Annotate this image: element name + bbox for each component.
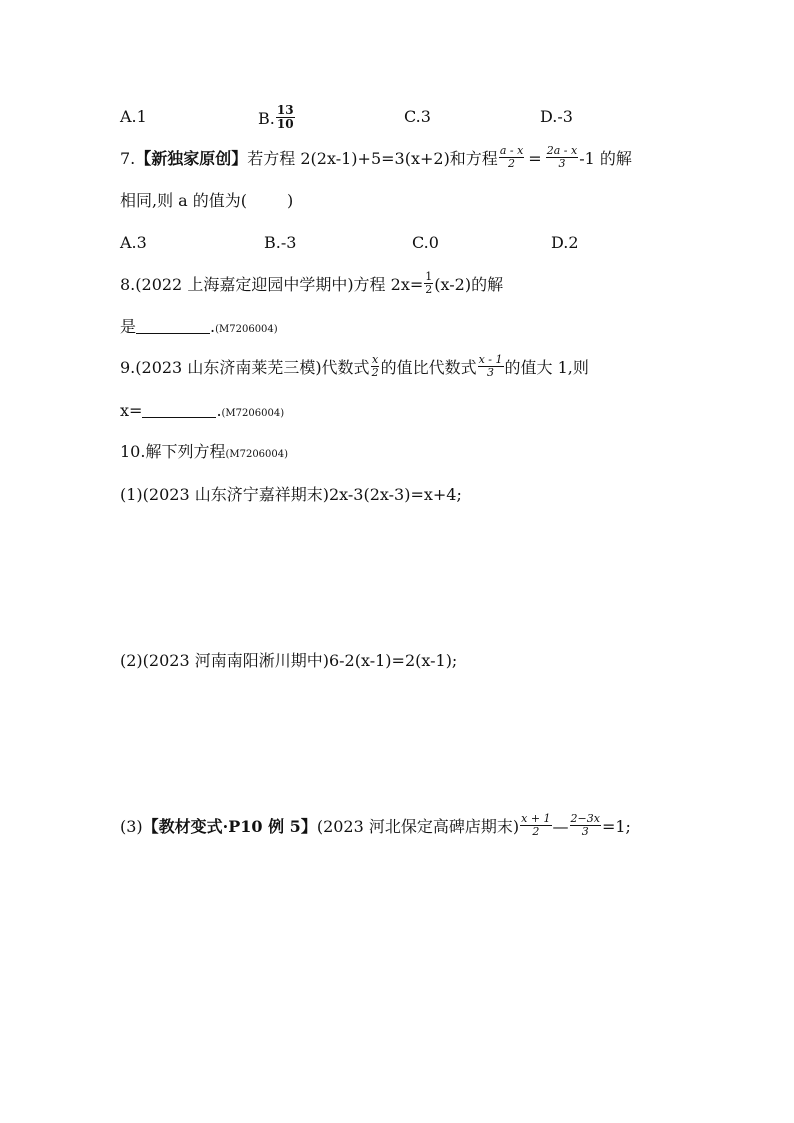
q6-option-a[interactable]: A.1 [120, 107, 147, 126]
q8-stem-line1 [120, 270, 504, 298]
q10-part-3 [120, 812, 631, 840]
q6-option-d[interactable]: D.-3 [540, 107, 573, 126]
q7-f2-denominator: 3 [558, 157, 566, 170]
q8-stem-line2 [120, 316, 278, 341]
q6-option-b-fraction [276, 104, 295, 131]
q7-f1-denominator: 2 [508, 157, 516, 170]
q9-f1-denominator: 2 [371, 366, 379, 379]
q8-answer-blank[interactable] [136, 319, 210, 334]
q7-stem-line2 [120, 190, 293, 212]
q9-f2-denominator: 3 [487, 366, 495, 379]
q7-f2-numerator: 2a - x [546, 144, 578, 157]
q7-option-c[interactable]: C.0 [412, 233, 439, 252]
q10-code: (M7206004) [225, 449, 289, 460]
q10-p3-fraction-2 [570, 813, 601, 838]
q9-text3: 的值大 1,则 [504, 358, 589, 377]
q10-f2-numerator: 2−3x [570, 812, 600, 825]
q10-p3-end: =1; [601, 817, 631, 836]
q7-line2-text: 相同,则 a 的值为( [120, 191, 248, 210]
q7-number: 7. [120, 149, 136, 168]
q9-f1-numerator: x [371, 353, 379, 366]
q10-title [120, 441, 288, 466]
q7-f1-numerator: a - x [499, 144, 524, 157]
q9-code: (M7206004) [221, 408, 285, 419]
q7-option-a[interactable]: A.3 [120, 233, 147, 252]
q6-b-numerator: 13 [276, 103, 294, 117]
q9-period: . [216, 401, 222, 420]
q10-p3-tag: 【教材变式·P10 例 5】 [142, 817, 317, 836]
q6-option-b[interactable] [258, 103, 296, 133]
q8-f-numerator: 1 [425, 270, 433, 283]
q10-part-2: (2)(2023 河南南阳淅川期中)6-2(x-1)=2(x-1); [120, 651, 458, 670]
q7-option-b[interactable]: B.-3 [264, 233, 297, 252]
q10-part-1: (1)(2023 山东济宁嘉祥期末)2x-3(2x-3)=x+4; [120, 485, 462, 504]
q7-tag: 【新独家原创】 [135, 149, 248, 168]
q7-equals: = [528, 149, 542, 168]
q8-fraction [424, 271, 433, 296]
q6-b-denominator: 10 [276, 117, 294, 131]
q6-option-b-label: B. [258, 109, 275, 128]
q10-p3-minus: — [552, 817, 569, 836]
q10-f1-numerator: x + 1 [521, 812, 551, 825]
q9-answer-blank[interactable] [142, 403, 216, 418]
q10-p3-label: (3) [120, 817, 143, 836]
q8-text1: 8.(2022 上海嘉定迎园中学期中)方程 2x= [120, 275, 424, 294]
q8-f-denominator: 2 [425, 283, 433, 296]
q9-fraction-1 [371, 354, 380, 379]
q10-f1-denominator: 2 [532, 825, 540, 838]
q9-f2-numerator: x - 1 [478, 353, 503, 366]
q9-line2-text: x= [120, 401, 143, 420]
q7-stem-line1 [120, 144, 632, 172]
q10-p3-fraction-1 [520, 813, 551, 838]
q9-text2: 的值比代数式 [380, 358, 477, 377]
q9-stem-line1 [120, 353, 589, 381]
q8-period: . [210, 317, 216, 336]
q7-option-d[interactable]: D.2 [551, 233, 579, 252]
q7-text2: -1 的解 [579, 149, 632, 168]
q8-line2-text: 是 [120, 317, 137, 336]
q9-text1: 9.(2023 山东济南莱芜三模)代数式 [120, 358, 370, 377]
q10-p3-source: (2023 河北保定高碑店期末) [316, 817, 520, 836]
q7-fraction-2 [546, 145, 578, 170]
q10-f2-denominator: 3 [581, 825, 589, 838]
q8-code: (M7206004) [215, 324, 278, 335]
q6-option-c[interactable]: C.3 [404, 107, 431, 126]
q7-text1: 若方程 2(2x-1)+5=3(x+2)和方程 [247, 149, 498, 168]
q8-text2: (x-2)的解 [434, 275, 504, 294]
q7-fraction-1 [499, 145, 524, 170]
q10-title-text: 10.解下列方程 [120, 442, 226, 461]
q9-stem-line2 [120, 400, 284, 425]
q7-close-paren: ) [287, 191, 294, 210]
q9-fraction-2 [478, 354, 504, 379]
